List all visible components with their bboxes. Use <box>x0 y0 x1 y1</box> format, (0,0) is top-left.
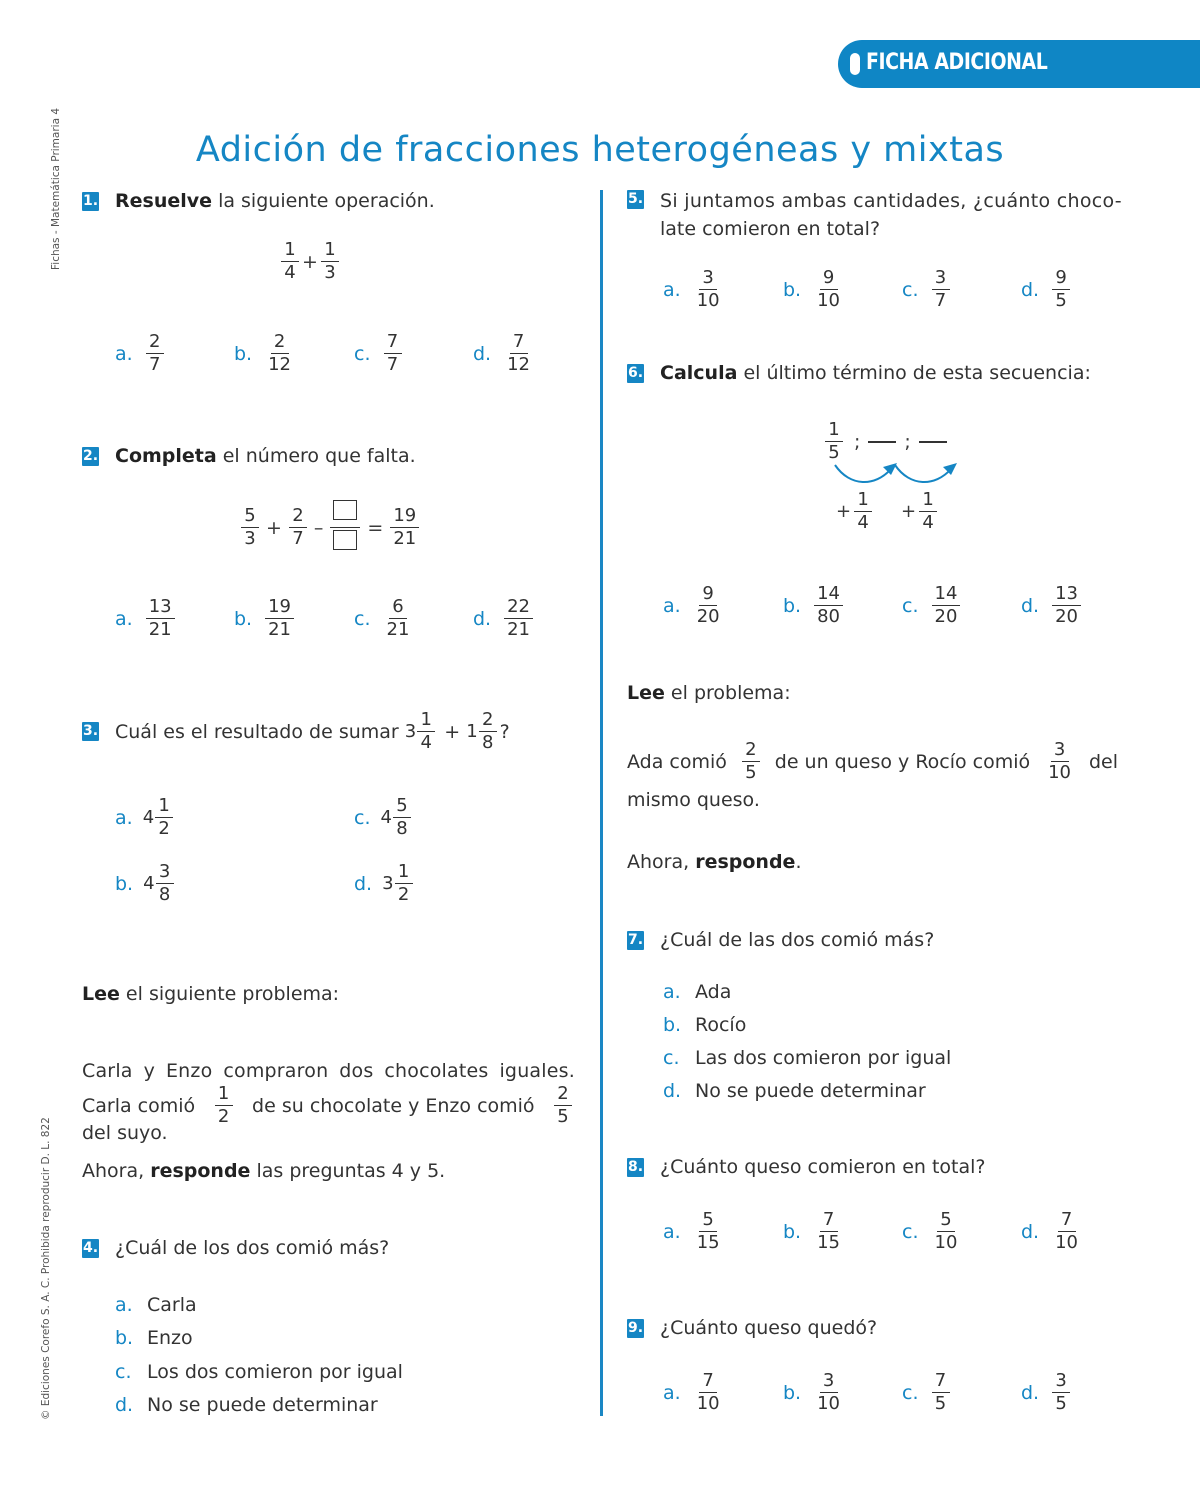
question-7 <box>627 929 934 951</box>
q9-option-b[interactable]: b. $\frac{3}{10}$ <box>783 1370 841 1414</box>
q1-option-a[interactable]: a. $\frac{2}{7}$ <box>115 332 167 375</box>
q4-option-d[interactable]: d. No se puede determinar <box>115 1394 378 1416</box>
question-number: 7. <box>627 932 644 948</box>
mixed-number: 1 $\frac{2}{8}$ <box>466 710 499 753</box>
q6-option-d[interactable]: d. $\frac{13}{20}$ <box>1021 584 1084 627</box>
question-text: ¿Cuánto queso quedó? <box>660 1317 878 1339</box>
q9-option-c[interactable]: c. $\frac{7}{5}$ <box>902 1371 953 1414</box>
q6-option-c[interactable]: c. $\frac{14}{20}$ <box>902 584 963 627</box>
missing-fraction-boxes[interactable] <box>330 500 360 555</box>
q3-option-a[interactable]: a. 4 $\frac{1}{2}$ <box>115 796 176 839</box>
column-divider <box>600 190 603 1416</box>
q4-option-a[interactable]: a. Carla <box>115 1294 197 1316</box>
sequence-blank-2[interactable] <box>868 441 896 443</box>
fraction: $\frac{1}{3}$ <box>321 240 339 283</box>
step-1: + $\frac{1}{4}$ <box>836 490 875 533</box>
side-copyright: © Ediciones Corefo S. A. C. Prohibida reproducir D. L. 822 <box>40 1117 52 1420</box>
question-5 <box>627 190 1122 212</box>
separator: ; <box>904 430 911 453</box>
sequence-arrows <box>825 455 965 495</box>
q5-option-a[interactable]: a. $\frac{3}{10}$ <box>663 267 720 311</box>
ficha-adicional-tag <box>838 40 1200 88</box>
q3-option-b[interactable]: b. 4 $\frac{3}{8}$ <box>115 862 177 905</box>
question-mark: ? <box>499 720 510 743</box>
q3-option-c[interactable]: c. 4 $\frac{5}{8}$ <box>354 796 414 839</box>
fraction: $\frac{3}{10}$ <box>1048 739 1072 783</box>
sequence-blank-3[interactable] <box>919 441 947 443</box>
q1-operation <box>278 240 342 283</box>
tag-label: FICHA ADICIONAL <box>866 50 1048 75</box>
equals-sign: = <box>367 516 384 539</box>
q9-option-d[interactable]: d. $\frac{3}{5}$ <box>1021 1371 1073 1414</box>
question-number: 3. <box>82 723 99 739</box>
q2-option-c[interactable]: c. $\frac{6}{21}$ <box>354 596 410 640</box>
q2-operation <box>238 500 422 555</box>
q8-option-a[interactable]: a. $\frac{5}{15}$ <box>663 1209 720 1253</box>
question-number: 1. <box>82 193 99 209</box>
instruction-verb: Completa <box>115 445 217 467</box>
q9-option-a[interactable]: a. $\frac{7}{10}$ <box>663 1370 720 1414</box>
minus-sign: – <box>313 516 324 539</box>
question-text: ¿Cuál de las dos comió más? <box>660 929 935 951</box>
question-number: 6. <box>627 365 644 381</box>
page-title: Adición de fracciones heterogéneas y mixtas <box>195 130 1005 170</box>
separator: ; <box>854 430 861 453</box>
q6-option-b[interactable]: b. $\frac{14}{80}$ <box>783 584 846 627</box>
q5-option-c[interactable]: c. $\frac{3}{7}$ <box>902 268 953 311</box>
q8-option-c[interactable]: c. $\frac{5}{10}$ <box>902 1209 958 1253</box>
q5-option-b[interactable]: b. $\frac{9}{10}$ <box>783 267 841 311</box>
question-number: 9. <box>627 1320 644 1336</box>
question-text: la siguiente operación. <box>212 190 435 212</box>
question-4 <box>82 1237 389 1259</box>
fraction: $\frac{5}{3}$ <box>241 506 259 549</box>
q7-option-c[interactable]: c. Las dos comieron por igual <box>663 1047 952 1069</box>
plus-sign: + <box>302 250 318 273</box>
q1-option-b[interactable]: b. $\frac{2}{12}$ <box>234 331 292 375</box>
q2-option-d[interactable]: d. $\frac{22}{21}$ <box>473 597 536 640</box>
q8-option-b[interactable]: b. $\frac{7}{15}$ <box>783 1209 841 1253</box>
fraction: $\frac{2}{7}$ <box>289 506 307 549</box>
question-text: ¿Cuál de los dos comió más? <box>115 1237 390 1259</box>
question-number: 5. <box>627 191 644 207</box>
question-number: 4. <box>82 1240 99 1256</box>
plus-sign: + <box>438 720 467 743</box>
problem-1-respond: Ahora, responde las preguntas 4 y 5. <box>82 1160 446 1182</box>
question-number: 2. <box>82 448 99 464</box>
problem-1-line-2: Carla comió $\frac{1}{2}$ de su chocolate y Enzo comió $\frac{2}{5}$ <box>82 1084 575 1127</box>
fraction: $\frac{1}{4}$ <box>281 240 299 283</box>
problem-1-intro: Lee el siguiente problema: <box>82 983 340 1005</box>
instruction-verb: Resuelve <box>115 190 213 212</box>
q7-option-a[interactable]: a. Ada <box>663 981 732 1003</box>
question-2 <box>82 445 416 467</box>
question-9 <box>627 1317 877 1339</box>
fraction: $\frac{2}{5}$ <box>554 1084 572 1127</box>
question-text: Cuál es el resultado de sumar <box>115 720 405 743</box>
tag-pill-icon <box>850 53 860 75</box>
fraction: $\frac{1}{2}$ <box>215 1084 233 1127</box>
instruction-verb: Calcula <box>660 362 738 384</box>
question-text: el número que falta. <box>216 445 416 467</box>
side-credit-top: Fichas - Matemática Primaria 4 <box>50 107 62 270</box>
q1-option-c[interactable]: c. $\frac{7}{7}$ <box>354 332 405 375</box>
q7-option-b[interactable]: b. Rocío <box>663 1014 747 1036</box>
q1-option-d[interactable]: d. $\frac{7}{12}$ <box>473 331 531 375</box>
mixed-number: 3 $\frac{1}{4}$ <box>405 710 438 753</box>
question-text-line-1: Si juntamos ambas cantidades, ¿cuánto choco- <box>660 190 1122 212</box>
question-1 <box>82 190 435 212</box>
step-2: + $\frac{1}{4}$ <box>901 490 940 533</box>
q4-option-c[interactable]: c. Los dos comieron por igual <box>115 1361 403 1383</box>
question-8 <box>627 1156 986 1178</box>
problem-2-line-2: mismo queso. <box>627 789 760 811</box>
problem-1-line-3: del suyo. <box>82 1122 168 1144</box>
fraction: $\frac{2}{5}$ <box>742 740 760 783</box>
sequence-term-1: $\frac{1}{5}$ <box>825 420 843 463</box>
q7-option-d[interactable]: d. No se puede determinar <box>663 1080 926 1102</box>
q8-option-d[interactable]: d. $\frac{7}{10}$ <box>1021 1209 1079 1253</box>
question-text: el último término de esta secuencia: <box>737 362 1091 384</box>
q2-option-a[interactable]: a. $\frac{13}{21}$ <box>115 597 178 640</box>
q6-option-a[interactable]: a. $\frac{9}{20}$ <box>663 583 720 627</box>
problem-2-intro: Lee el problema: <box>627 682 791 704</box>
denominator-box <box>333 530 357 550</box>
plus-sign: + <box>266 516 282 539</box>
problem-2-line-1: Ada comió $\frac{2}{5}$ de un queso y Rocío comió $\frac{3}{10}$ del <box>627 739 1118 783</box>
problem-1-line-1: Carla y Enzo compraron dos chocolates iguales. <box>82 1060 575 1082</box>
q3-option-d[interactable]: d. 3 $\frac{1}{2}$ <box>354 862 416 905</box>
problem-2-respond: Ahora, responde. <box>627 851 802 873</box>
numerator-box <box>333 500 357 520</box>
question-text: ¿Cuánto queso comieron en total? <box>660 1156 986 1178</box>
q5-option-d[interactable]: d. $\frac{9}{5}$ <box>1021 268 1073 311</box>
question-6 <box>627 362 1091 384</box>
q4-option-b[interactable]: b. Enzo <box>115 1327 193 1349</box>
q2-option-b[interactable]: b. $\frac{19}{21}$ <box>234 597 297 640</box>
fraction: $\frac{19}{21}$ <box>390 506 419 549</box>
question-3 <box>82 710 510 753</box>
question-number: 8. <box>627 1159 644 1175</box>
question-5-line-2: late comieron en total? <box>660 218 881 240</box>
